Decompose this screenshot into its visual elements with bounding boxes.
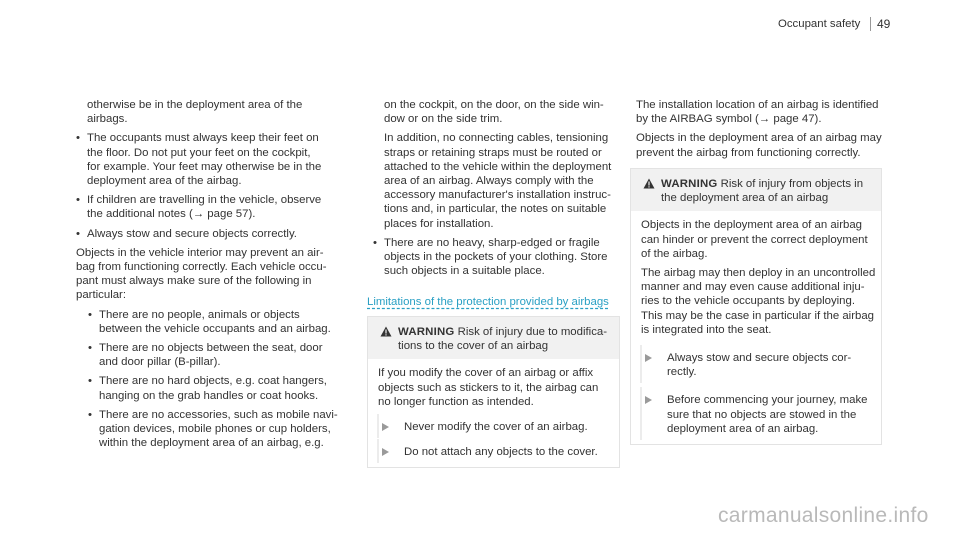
warning-body: Objects in the deployment area of an airbag can hinder or prevent the correct deployment of the airbag. The airbag may then deploy in an uncontrolled manner and may even cause additional inju- ries to the vehicle occupants by deploying. This may be the case in particular if the airbag is integrated into the seat. Always stow and secure objects cor- rectly. Before commencing your journey, make sure that no objects are stowed in the deployment area of an airbag. (631, 211, 881, 444)
list-item: • There are no heavy, sharp-edged or fragile objects in the pockets of your clothing. Store such objects in a suitable place. (373, 236, 623, 279)
header-divider (870, 17, 871, 31)
warning-label: WARNING (661, 178, 718, 190)
section-title: Occupant safety (778, 18, 861, 30)
page-number: 49 (877, 17, 891, 31)
instruction-step: Never modify the cover of an airbag. (378, 420, 609, 434)
list-item: • There are no hard objects, e.g. coat hangers, hanging on the grab handles or coat hooks. (88, 374, 356, 402)
instruction-step: Do not attach any objects to the cover. (378, 445, 609, 459)
paragraph: The installation location of an airbag is identified by the AIRBAG symbol (→ page 47). (636, 98, 886, 126)
play-arrow-icon (382, 423, 389, 431)
paragraph: Objects in the deployment area of an airbag may prevent the airbag from functioning correctly. (636, 132, 882, 159)
play-arrow-icon (645, 396, 652, 404)
page-link[interactable]: by the AIRBAG symbol (→ page 47). (636, 113, 822, 126)
list-item: • There are no objects between the seat, door and door pillar (B-pillar). (88, 341, 356, 369)
step-bar (640, 345, 642, 383)
warning-box-objects (630, 168, 882, 445)
section-heading[interactable]: Limitations of the protection provided by airbags (367, 296, 609, 308)
page-link[interactable]: the additional notes (→ page 57). (87, 208, 256, 221)
column-1 (76, 98, 356, 455)
paragraph: In addition, no connecting cables, tensioning straps or retaining straps must be routed or attached to the vehicle within the deployment area of an airbag. Always comply with the accessory manufacturer's installation instruc- tions and, in particular, the notes on suitable places for installation. (384, 132, 612, 230)
instruction-step: Always stow and secure objects cor- rectly. (641, 351, 871, 379)
instruction-step: Before commencing your journey, make sure that no objects are stowed in the deployment area of an airbag. (641, 393, 871, 436)
paragraph: Objects in the vehicle interior may prevent an air- bag from functioning correctly. Each vehicle occu- pant must always make sure of the following in particular: (76, 246, 327, 302)
sub-list (76, 308, 356, 451)
list-item: • If children are travelling in the vehicle, observe the additional notes (→ page 57). (76, 193, 356, 221)
list-item: • There are no accessories, such as mobile navi- gation devices, mobile phones or cup holders, within the deployment area of an airbag, e.g. (88, 408, 356, 451)
list-item: • The occupants must always keep their feet on the floor. Do not put your feet on the cockpit, for example. Your feet may otherwise be in the deployment area of the airbag. (76, 131, 356, 188)
warning-header: WARNING Risk of injury due to modifica- tions to the cover of an airbag (368, 317, 619, 359)
warning-header: WARNING Risk of injury from objects in the deployment area of an airbag (631, 169, 881, 211)
column-3 (636, 98, 886, 165)
list-item: • There are no people, animals or objects between the vehicle occupants and an airbag. (88, 308, 356, 336)
continued-text: on the cockpit, on the door, on the side win- dow or on the side trim. (384, 99, 604, 126)
warning-triangle-icon (380, 326, 392, 337)
running-header (778, 18, 860, 30)
warning-label: WARNING (398, 326, 455, 338)
list-item: • Always stow and secure objects correctly. (76, 227, 356, 241)
step-bar (377, 439, 379, 463)
play-arrow-icon (645, 354, 652, 362)
step-bar (640, 387, 642, 440)
intro-text: otherwise be in the deployment area of the airbags. (87, 99, 303, 126)
watermark-text: carmanualsonline.info (718, 504, 929, 527)
warning-body: If you modify the cover of an airbag or affix objects such as stickers to it, the airbag can no longer function as intended. Never modify the cover of an airbag. Do not attach any objects to the cover. (368, 359, 619, 467)
warning-triangle-icon (643, 178, 655, 189)
step-bar (377, 414, 379, 438)
play-arrow-icon (382, 448, 389, 456)
column-2 (373, 98, 623, 283)
warning-box-modification (367, 316, 620, 468)
